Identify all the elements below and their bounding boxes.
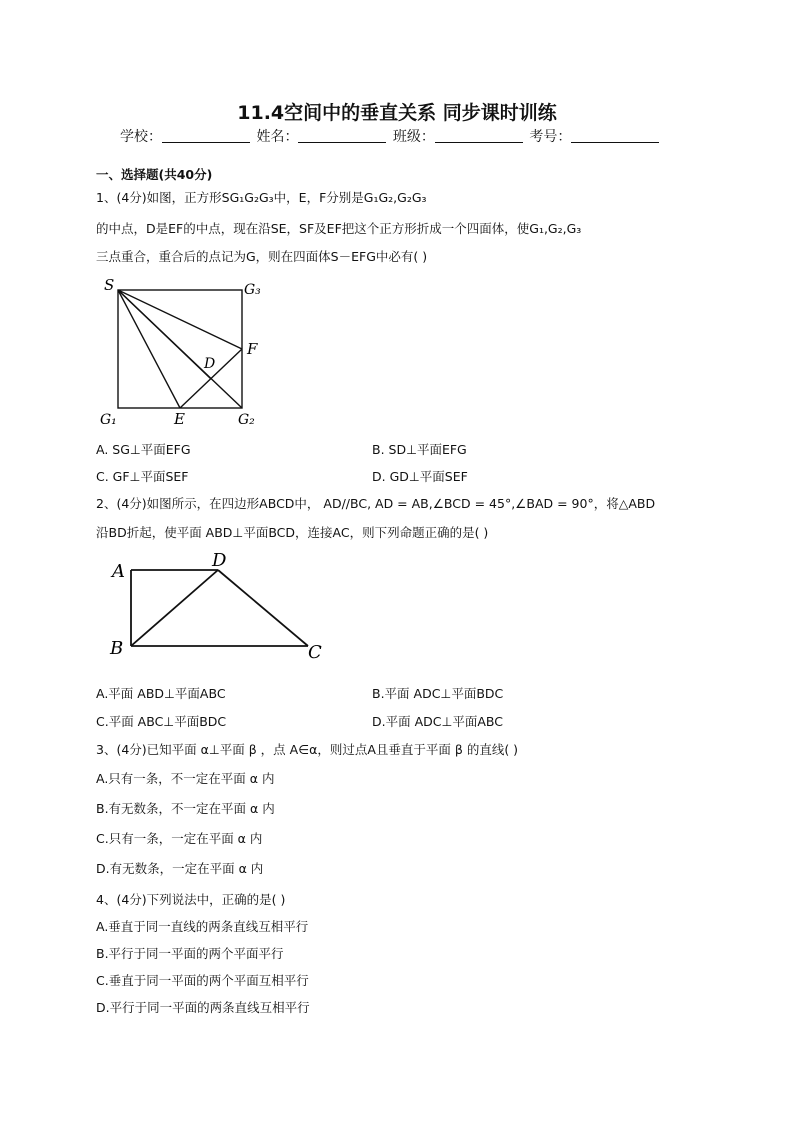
page-title: 11.4空间中的垂直关系 同步课时训练 (237, 102, 557, 124)
class-label: 班级： (392, 129, 435, 145)
name-blank[interactable] (298, 128, 386, 143)
q2-line2: 沿BD折起，使平面 ABD⊥平面BCD，连接AC，则下列命题正确的是( ) (96, 525, 489, 540)
q4-option-b[interactable]: B.平行于同一平面的两个平面平行 (96, 946, 284, 961)
school-blank[interactable] (162, 128, 250, 143)
q3-option-c[interactable]: C.只有一条，一定在平面 α 内 (96, 831, 263, 846)
q2-option-c[interactable]: C.平面 ABC⊥平面BDC (96, 714, 227, 729)
segment-BD (131, 570, 218, 646)
q3-line1: 3、(4分)已知平面 α⊥平面 β ，点 A∈α，则过点A且垂直于平面 β 的直线( ) (96, 742, 519, 757)
label-G3: G₃ (244, 282, 261, 298)
q1-option-b[interactable]: B. SD⊥平面EFG (372, 442, 467, 457)
q4-line1: 4、(4分)下列说法中，正确的是( ) (96, 892, 286, 907)
q2-option-a[interactable]: A.平面 ABD⊥平面ABC (96, 686, 226, 701)
segment-DC (218, 570, 308, 646)
q3-option-a[interactable]: A.只有一条，不一定在平面 α 内 (96, 771, 275, 786)
q1-option-a[interactable]: A. SG⊥平面EFG (96, 442, 191, 457)
q1-option-d[interactable]: D. GD⊥平面SEF (372, 469, 468, 484)
q2-quadrilateral-figure (104, 546, 334, 664)
label-B: B (110, 638, 124, 659)
name-label: 姓名： (256, 129, 299, 145)
q1-square-figure (96, 274, 276, 430)
q2-line1: 2、(4分)如图所示，在四边形ABCD中， AD//BC, AD = AB,∠BCD = 45°,∠BAD = 90°，将△ABD (96, 496, 656, 511)
q1-line2: 的中点，D是EF的中点，现在沿SE，SF及EF把这个正方形折成一个四面体，使G₁,G₂,G₃ (96, 221, 582, 236)
segment-SE (118, 290, 180, 408)
label-F: F (247, 340, 258, 358)
label-E: E (174, 410, 185, 428)
class-blank[interactable] (435, 128, 523, 143)
label-G1: G₁ (100, 412, 117, 428)
exam-no-label: 考号： (529, 129, 572, 145)
q2-option-b[interactable]: B.平面 ADC⊥平面BDC (372, 686, 504, 701)
q4-option-a[interactable]: A.垂直于同一直线的两条直线互相平行 (96, 919, 309, 934)
q3-option-d[interactable]: D.有无数条，一定在平面 α 内 (96, 861, 264, 876)
q2-option-d[interactable]: D.平面 ADC⊥平面ABC (372, 714, 503, 729)
q1-option-c[interactable]: C. GF⊥平面SEF (96, 469, 189, 484)
q1-line3: 三点重合，重合后的点记为G，则在四面体S－EFG中必有( ) (96, 249, 428, 264)
label-C: C (308, 642, 322, 663)
label-S: S (104, 276, 115, 294)
q4-option-d[interactable]: D.平行于同一平面的两条直线互相平行 (96, 1000, 310, 1015)
section-heading: 一、选择题(共40分) (96, 167, 213, 182)
segment-SF (118, 290, 242, 349)
label-A: A (112, 561, 125, 582)
exam-no-blank[interactable] (571, 128, 659, 143)
school-label: 学校： (120, 129, 162, 145)
label-D: D (204, 356, 216, 372)
student-info-row (120, 126, 661, 146)
q1-line1: 1、(4分)如图，正方形SG₁G₂G₃中，E，F分别是G₁G₂,G₂G₃ (96, 190, 427, 205)
q4-option-c[interactable]: C.垂直于同一平面的两个平面互相平行 (96, 973, 309, 988)
label-D: D (212, 550, 227, 571)
label-G2: G₂ (238, 412, 255, 428)
segment-SG2 (118, 290, 242, 408)
q3-option-b[interactable]: B.有无数条，不一定在平面 α 内 (96, 801, 275, 816)
